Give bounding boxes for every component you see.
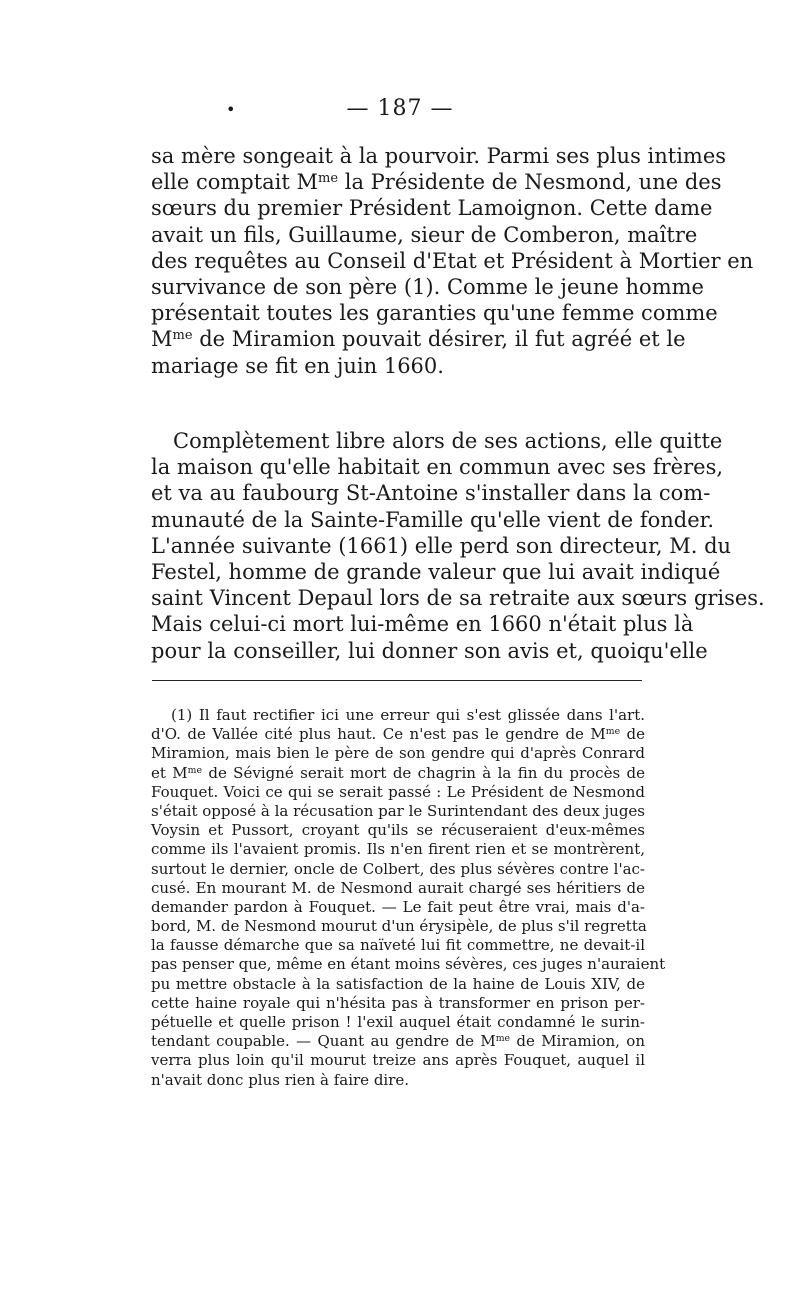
footnote-line: surtout le dernier, oncle de Colbert, des plus sévères contre l'ac- — [151, 859, 645, 878]
footnote-line: demander pardon à Fouquet. — Le fait peut être vrai, mais d'a- — [151, 897, 645, 916]
paragraph1-line: $M^{me}$ de Miramion pouvait désirer, il fut agréé et le — [151, 327, 686, 352]
footnote-line: verra plus loin qu'il mourut treize ans après Fouquet, auquel il — [151, 1051, 645, 1070]
paragraph1-line: sa mère songeait à la pourvoir. Parmi ses plus intimes — [151, 144, 727, 168]
paragraph-1 — [151, 143, 754, 379]
footnote-line: pétuelle et quelle prison ! l'exil auquel était condamné le surin- — [151, 1013, 645, 1031]
paragraph2-line: saint Vincent Depaul lors de sa retraite aux sœurs grises. — [151, 586, 765, 611]
paragraph2-line: la maison qu'elle habitait en commun avec ses frères, — [151, 455, 724, 480]
footnote-line: Fouquet. Voici ce qui se serait passé : Le Président de Nesmond — [151, 782, 645, 801]
footnote-line: bord, M. de Nesmond mourut d'un érysipèle, de plus s'il regretta — [151, 917, 647, 936]
footnote-line: tendant coupable. — Quant au gendre de $M^{me}$ de Miramion, on — [151, 1032, 645, 1051]
page-number: — 187 — — [346, 96, 454, 121]
footnote — [151, 706, 666, 1090]
paragraph2-line: Complètement libre alors de ses actions, elle quitte — [173, 429, 723, 453]
paragraph1-line: avait un fils, Guillaume, sieur de Comberon, maître — [151, 222, 698, 247]
footnote-line: n'avait donc plus rien à faire dire. — [151, 1070, 410, 1089]
paragraph1-line: des requêtes au Conseil d'Etat et Président à Mortier en — [151, 248, 754, 273]
footnote-line: comme ils l'avaient promis. Ils n'en firent rien et se montrèrent, — [151, 840, 645, 859]
paragraph1-line: présentait toutes les garanties qu'une femme comme — [151, 301, 718, 326]
paragraph2-line: Festel, homme de grande valeur que lui avait indiqué — [151, 559, 721, 584]
paragraph2-line: munauté de la Sainte-Famille qu'elle vient de fonder. — [151, 507, 715, 532]
footnote-line: cette haine royale qui n'hésita pas à transformer en prison per- — [151, 993, 645, 1012]
paragraph1-line: survivance de son père (1). Comme le jeune homme — [151, 274, 704, 299]
footnote-rule — [152, 680, 642, 681]
footnote-line: et $M^{me}$ de Sévigné serait mort de chagrin à la fin du procès de — [151, 763, 645, 782]
footnote-line: pas penser que, même en étant moins sévères, ces juges n'auraient — [151, 955, 666, 974]
paragraph2-line: L'année suivante (1661) elle perd son directeur, M. du — [151, 533, 732, 558]
footnote-line: pu mettre obstacle à la satisfaction de la haine de Louis XIV, de — [151, 974, 645, 993]
margin-dot: • — [226, 100, 236, 119]
paragraph2-line: Mais celui-ci mort lui-même en 1660 n'était plus là — [151, 612, 694, 637]
footnote-line: d'O. de Vallée cité plus haut. Ce n'est pas le gendre de $M^{me}$ de — [151, 725, 646, 744]
footnote-line: Miramion, mais bien le père de son gendre qui d'après Conrard — [151, 744, 645, 763]
paragraph-2 — [151, 428, 765, 664]
footnote-line: la fausse démarche que sa naïveté lui fit commettre, ne devait-il — [151, 936, 645, 955]
paragraph1-line: sœurs du premier Président Lamoignon. Cette dame — [151, 196, 713, 221]
footnote-line: s'était opposé à la récusation par le Surintendant des deux juges — [151, 801, 645, 820]
paragraph1-line: elle comptait $M^{me}$ la Présidente de Nesmond, une des — [151, 170, 722, 195]
footnote-line: Voysin et Pussort, croyant qu'ils se récuseraient d'eux-mêmes — [151, 821, 645, 840]
paragraph2-line: pour la conseiller, lui donner son avis et, quoiqu'elle — [151, 638, 708, 663]
paragraph1-line: mariage se fit en juin 1660. — [151, 353, 444, 378]
paragraph2-line: et va au faubourg St-Antoine s'installer dans la com- — [151, 481, 711, 506]
footnote-line: cusé. En mourant M. de Nesmond aurait chargé ses héritiers de — [151, 878, 645, 897]
footnote-line: (1) Il faut rectifier ici une erreur qui s'est glissée dans l'art. — [171, 706, 645, 724]
